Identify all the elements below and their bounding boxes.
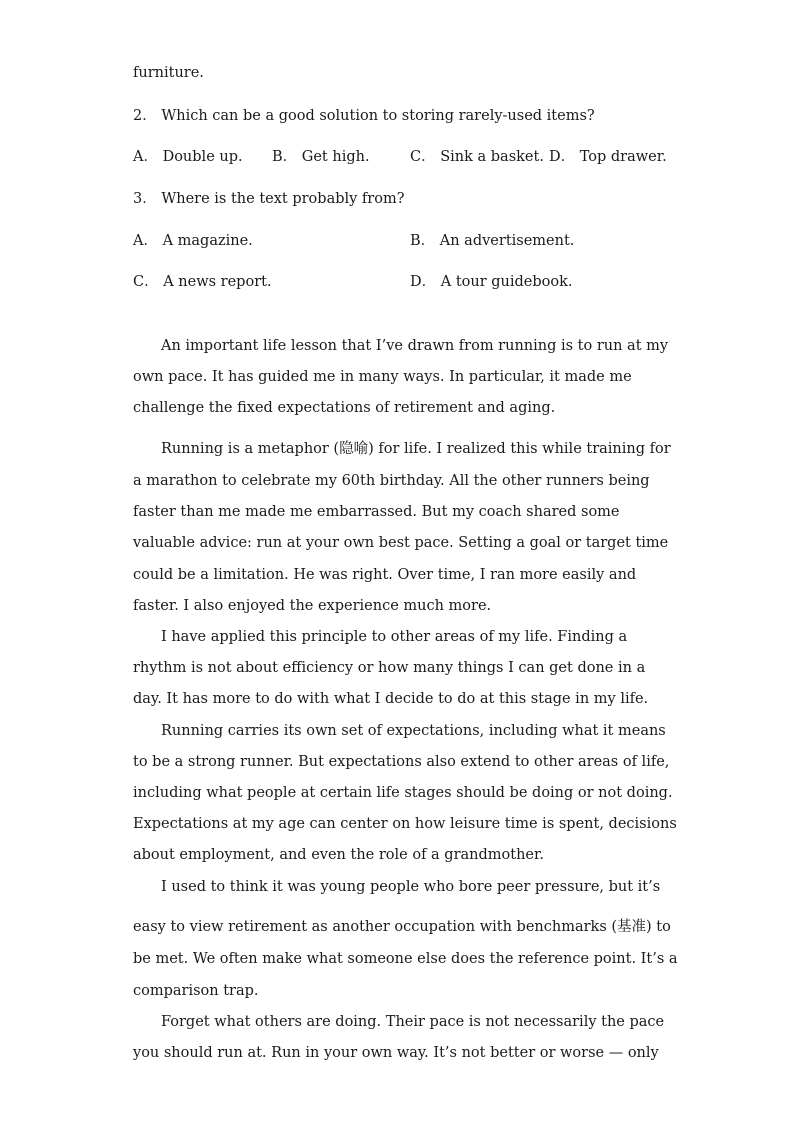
passage-line: Forget what others are doing. Their pace is not necessarily the pace xyxy=(161,1014,665,1030)
fragment-text: furniture. xyxy=(133,65,204,81)
question-2-option-c: C． Sink a basket. xyxy=(410,149,544,165)
passage-line: challenge the fixed expectations of retirement and aging. xyxy=(133,400,556,416)
passage-line: Running is a metaphor (隐喻) for life. I realized this while training for xyxy=(161,441,671,457)
passage-line: I have applied this principle to other areas of my life. Finding a xyxy=(161,629,628,645)
passage-line: comparison trap. xyxy=(133,983,259,999)
question-3-option-c: C． A news report. xyxy=(133,274,272,290)
passage-line: faster. I also enjoyed the experience much more. xyxy=(133,598,492,614)
question-2-option-a: A． Double up. xyxy=(133,149,243,165)
passage-line: to be a strong runner. But expectations also extend to other areas of life, xyxy=(133,754,670,770)
passage-line: faster than me made me embarrassed. But my coach shared some xyxy=(133,504,620,520)
question-3-option-a: A． A magazine. xyxy=(133,233,253,249)
passage-line: about employment, and even the role of a grandmother. xyxy=(133,847,544,863)
question-3-stem: 3． Where is the text probably from? xyxy=(133,191,405,207)
passage-line: could be a limitation. He was right. Over time, I ran more easily and xyxy=(133,567,637,583)
passage-line: rhythm is not about efficiency or how many things I can get done in a xyxy=(133,660,646,676)
question-2-stem: 2． Which can be a good solution to storing rarely-used items? xyxy=(133,108,595,124)
passage-line: own pace. It has guided me in many ways. In particular, it made me xyxy=(133,369,632,385)
question-2-option-b: B． Get high. xyxy=(272,149,370,165)
passage-line: easy to view retirement as another occupation with benchmarks (基准) to xyxy=(133,919,671,935)
passage-line: be met. We often make what someone else does the reference point. It’s a xyxy=(133,951,678,967)
passage-line: you should run at. Run in your own way. It’s not better or worse — only xyxy=(133,1045,659,1061)
passage-line: day. It has more to do with what I decide to do at this stage in my life. xyxy=(133,691,649,707)
passage-line: An important life lesson that I’ve drawn from running is to run at my xyxy=(161,338,669,354)
passage-line: I used to think it was young people who bore peer pressure, but it’s xyxy=(161,879,661,895)
passage-line: Expectations at my age can center on how leisure time is spent, decisions xyxy=(133,816,677,832)
passage-line: Running carries its own set of expectations, including what it means xyxy=(161,723,666,739)
passage-line: a marathon to celebrate my 60th birthday. All the other runners being xyxy=(133,473,650,489)
passage-line: valuable advice: run at your own best pace. Setting a goal or target time xyxy=(133,535,669,551)
passage-line: including what people at certain life stages should be doing or not doing. xyxy=(133,785,673,801)
question-3-option-b: B． An advertisement. xyxy=(410,233,575,249)
question-2-option-d: D． Top drawer. xyxy=(549,149,667,165)
question-3-option-d: D． A tour guidebook. xyxy=(410,274,573,290)
